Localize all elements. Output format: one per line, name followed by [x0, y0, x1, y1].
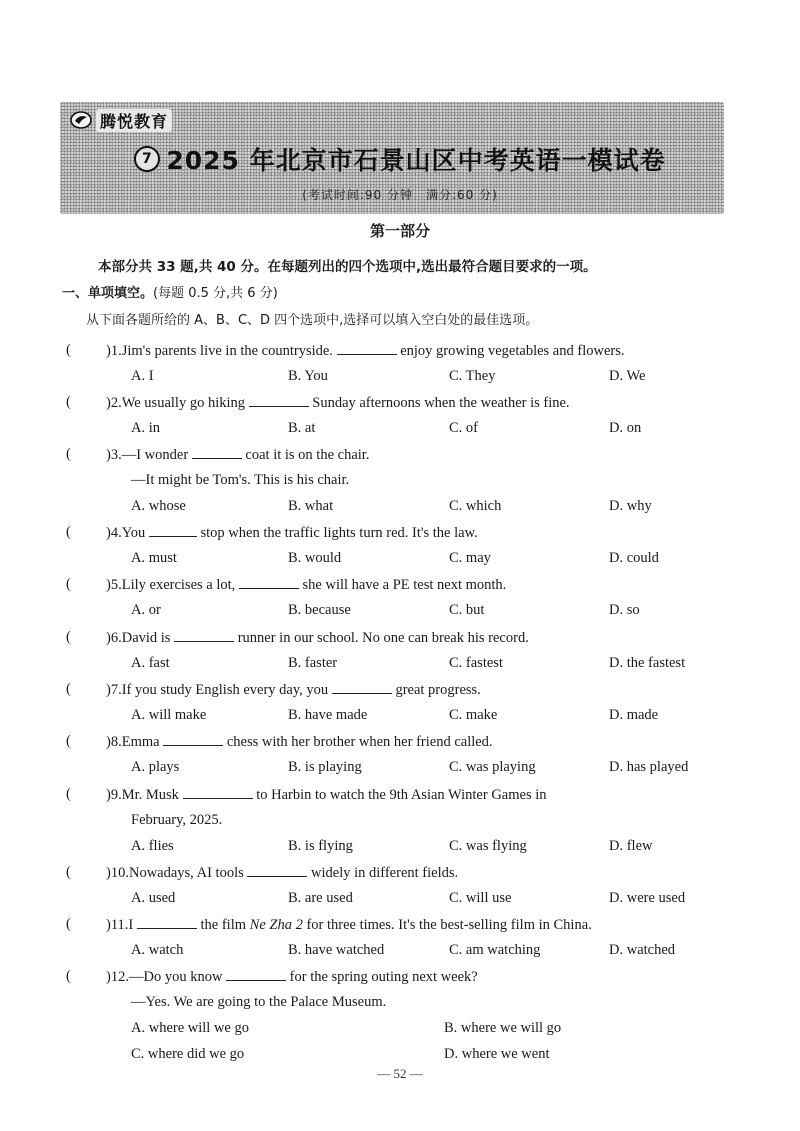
option-a[interactable]: A. will make [131, 707, 207, 723]
answer-blank[interactable] [247, 864, 307, 877]
option-b[interactable]: B. have watched [288, 942, 385, 958]
option-a[interactable]: A. or [131, 602, 161, 618]
question-text: —I wonder [121, 447, 189, 463]
question-stem [106, 733, 493, 751]
option-c[interactable]: C. will use [449, 890, 512, 906]
question-number: )1. [106, 343, 122, 359]
option-c[interactable]: C. was flying [449, 838, 527, 854]
section-heading [62, 282, 278, 301]
question-text: Mr. Musk [121, 787, 179, 803]
question-stem [106, 968, 478, 986]
option-b[interactable]: B. are used [288, 890, 353, 906]
answer-blank[interactable] [249, 394, 309, 407]
part-intro: 本部分共 33 题,共 40 分。在每题列出的四个选项中,选出最符合题目要求的一项。 [98, 259, 597, 275]
answer-bracket[interactable]: ( [66, 681, 71, 697]
answer-bracket[interactable]: ( [66, 786, 71, 802]
question-number: )6. [106, 630, 122, 646]
answer-bracket[interactable]: ( [66, 864, 71, 880]
answer-blank[interactable] [332, 681, 392, 694]
answer-blank[interactable] [149, 524, 197, 537]
answer-blank[interactable] [174, 629, 234, 642]
question-number: )12. [106, 969, 129, 985]
question-stem [106, 446, 369, 464]
answer-blank[interactable] [163, 733, 223, 746]
answer-bracket[interactable]: ( [66, 342, 71, 358]
question-number: )3. [106, 447, 122, 463]
option-c[interactable]: C. may [449, 550, 491, 566]
option-d[interactable]: D. could [609, 550, 659, 566]
option-b[interactable]: B. have made [288, 707, 368, 723]
section-heading-label: 一、单项填空。 [62, 286, 154, 301]
question-text: stop when the traffic lights turn red. It's the law. [200, 525, 478, 541]
answer-blank[interactable] [239, 576, 299, 589]
option-d[interactable]: D. We [609, 368, 646, 384]
section-instruction: 从下面各题所给的 A、B、C、D 四个选项中,选择可以填入空白处的最佳选项。 [86, 313, 539, 328]
exam-number: 7 [134, 146, 160, 172]
answer-blank[interactable] [183, 786, 253, 799]
option-a[interactable]: A. used [131, 890, 176, 906]
question-stem [106, 864, 458, 882]
answer-bracket[interactable]: ( [66, 576, 71, 592]
question-stem [106, 342, 624, 360]
question-stem [106, 681, 481, 699]
question-text: I [128, 917, 134, 933]
exam-subtitle: (考试时间:90 分钟 满分:60 分) [302, 188, 498, 202]
answer-bracket[interactable]: ( [66, 916, 71, 932]
option-c[interactable]: C. which [449, 498, 502, 514]
option-b[interactable]: B. faster [288, 655, 338, 671]
option-d[interactable]: D. where we went [444, 1046, 550, 1062]
exam-title-text: 2025 年北京市石景山区中考英语一模试卷 [166, 146, 666, 175]
answer-blank[interactable] [337, 342, 397, 355]
page-number: — 52 — [377, 1066, 423, 1081]
option-a[interactable]: A. flies [131, 838, 174, 854]
question-stem [106, 629, 529, 647]
option-d[interactable]: D. watched [609, 942, 676, 958]
option-a[interactable]: A. whose [131, 498, 186, 514]
question-text: for the spring outing next week? [289, 969, 478, 985]
question-text: —Do you know [128, 969, 223, 985]
question-text: Emma [121, 734, 160, 750]
option-b[interactable]: B. You [288, 368, 328, 384]
part-title: 第一部分 [369, 222, 430, 240]
exam-title [0, 141, 800, 177]
option-c[interactable]: C. fastest [449, 655, 503, 671]
question-number: )9. [106, 787, 122, 803]
answer-bracket[interactable]: ( [66, 968, 71, 984]
option-d[interactable]: D. were used [609, 890, 686, 906]
option-c[interactable]: C. of [449, 420, 478, 436]
question-text: runner in our school. No one can break his record. [237, 630, 529, 646]
question-text: chess with her brother when her friend called. [226, 734, 493, 750]
question-stem [106, 576, 506, 594]
question-text: Lily exercises a lot, [121, 577, 236, 593]
option-d[interactable]: D. on [609, 420, 642, 436]
section-score: (每题 0.5 分,共 6 分) [153, 286, 278, 301]
option-c[interactable]: C. They [449, 368, 496, 384]
film-title: Ne Zha 2 [249, 917, 303, 933]
option-a[interactable]: A. must [131, 550, 177, 566]
option-b[interactable]: B. would [288, 550, 342, 566]
answer-bracket[interactable]: ( [66, 629, 71, 645]
option-c[interactable]: C. make [449, 707, 498, 723]
option-d[interactable]: D. the fastest [609, 655, 686, 671]
option-d[interactable]: D. flew [609, 838, 653, 854]
question-number: )11. [106, 917, 129, 933]
option-d[interactable]: D. has played [609, 759, 689, 775]
question-number: )8. [106, 734, 122, 750]
option-b[interactable]: B. is playing [288, 759, 362, 775]
option-a[interactable]: A. plays [131, 759, 180, 775]
option-d[interactable]: D. made [609, 707, 659, 723]
question-text: David is [121, 630, 171, 646]
option-a[interactable]: A. where will we go [131, 1020, 249, 1036]
question-number: )10. [106, 865, 129, 881]
answer-bracket[interactable]: ( [66, 394, 71, 410]
answer-blank[interactable] [226, 968, 286, 981]
question-text: Nowadays, AI tools [128, 865, 244, 881]
question-text: Jim's parents live in the countryside. [121, 343, 333, 359]
question-stem [106, 786, 547, 804]
option-a[interactable]: A. I [131, 368, 154, 384]
brand [70, 108, 172, 132]
answer-bracket[interactable]: ( [66, 733, 71, 749]
question-text: You [121, 525, 146, 541]
question-number: )7. [106, 682, 122, 698]
option-a[interactable]: A. fast [131, 655, 170, 671]
answer-bracket[interactable]: ( [66, 446, 71, 462]
question-text: Sunday afternoons when the weather is fine. [312, 395, 570, 411]
question-text: the film [200, 917, 247, 933]
question-number: )2. [106, 395, 122, 411]
question-number: )5. [106, 577, 122, 593]
brand-logo-icon [70, 110, 92, 130]
question-continuation: February, 2025. [131, 812, 223, 828]
question-text: to Harbin to watch the 9th Asian Winter Games in [256, 787, 547, 803]
question-text: she will have a PE test next month. [302, 577, 507, 593]
answer-blank[interactable] [137, 916, 197, 929]
question-continuation: —Yes. We are going to the Palace Museum. [131, 994, 387, 1010]
brand-name: 腾悦教育 [96, 109, 172, 132]
option-c[interactable]: C. am watching [449, 942, 541, 958]
question-text: enjoy growing vegetables and flowers. [400, 343, 625, 359]
question-number: )4. [106, 525, 122, 541]
question-stem [106, 524, 478, 542]
option-c[interactable]: C. but [449, 602, 485, 618]
option-b[interactable]: B. what [288, 498, 334, 514]
option-a[interactable]: A. watch [131, 942, 184, 958]
question-stem [106, 394, 570, 412]
answer-bracket[interactable]: ( [66, 524, 71, 540]
option-b[interactable]: B. at [288, 420, 316, 436]
option-d[interactable]: D. why [609, 498, 652, 514]
option-c[interactable]: C. was playing [449, 759, 536, 775]
option-c[interactable]: C. where did we go [131, 1046, 245, 1062]
question-text: great progress. [395, 682, 481, 698]
option-d[interactable]: D. so [609, 602, 640, 618]
question-stem [106, 916, 592, 934]
question-text: coat it is on the chair. [245, 447, 370, 463]
question-text: widely in different fields. [311, 865, 459, 881]
option-b[interactable]: B. because [288, 602, 351, 618]
question-text: We usually go hiking [121, 395, 245, 411]
option-a[interactable]: A. in [131, 420, 160, 436]
answer-blank[interactable] [192, 446, 242, 459]
question-text: for three times. It's the best-selling film in China. [306, 917, 592, 933]
question-text: If you study English every day, you [121, 682, 329, 698]
question-continuation: —It might be Tom's. This is his chair. [131, 472, 350, 488]
option-b[interactable]: B. is flying [288, 838, 353, 854]
option-b[interactable]: B. where we will go [444, 1020, 562, 1036]
